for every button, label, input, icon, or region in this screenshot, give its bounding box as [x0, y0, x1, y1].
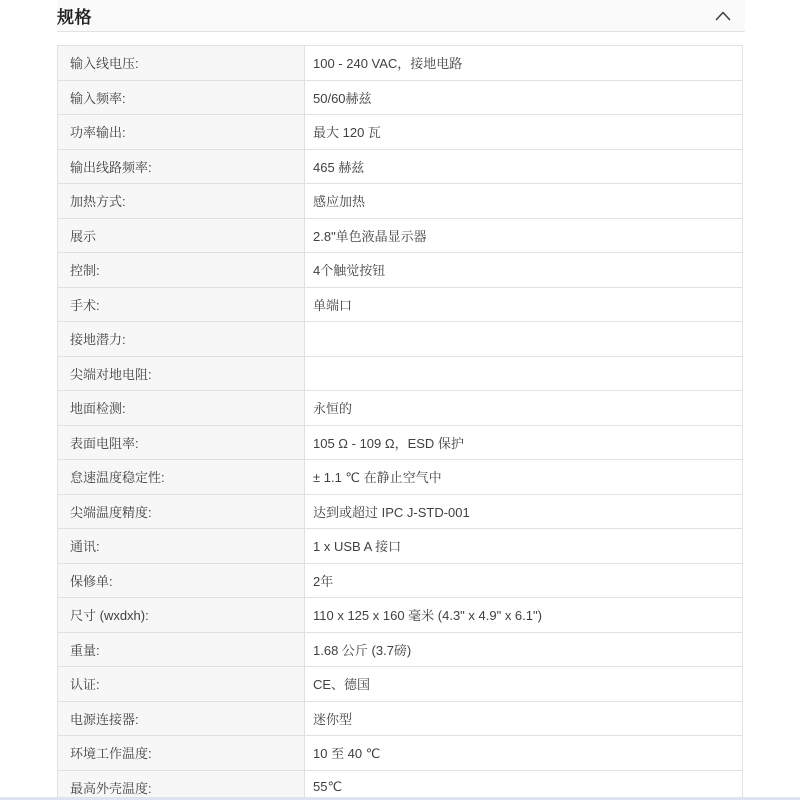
spec-label: 功率输出: — [58, 115, 305, 150]
spec-row — [58, 736, 743, 771]
spec-label: 环境工作温度: — [58, 736, 305, 771]
spec-row — [58, 391, 743, 426]
spec-row — [58, 770, 743, 800]
spec-label: 输入线电压: — [58, 46, 305, 81]
spec-value: 2.8"单色液晶显示器 — [305, 218, 743, 253]
spec-value: 465 赫兹 — [305, 149, 743, 184]
spec-row — [58, 563, 743, 598]
specifications-section — [57, 0, 745, 800]
spec-row — [58, 701, 743, 736]
spec-value: ± 1.1 ℃ 在静止空气中 — [305, 460, 743, 495]
spec-label: 尺寸 (wxdxh): — [58, 598, 305, 633]
spec-label: 怠速温度稳定性: — [58, 460, 305, 495]
spec-value: 单端口 — [305, 287, 743, 322]
spec-value: 10 至 40 ℃ — [305, 736, 743, 771]
spec-label: 保修单: — [58, 563, 305, 598]
spec-row — [58, 253, 743, 288]
spec-row — [58, 218, 743, 253]
section-title: 规格 — [57, 8, 92, 27]
spec-value: 50/60赫兹 — [305, 80, 743, 115]
spec-value: 达到或超过 IPC J-STD-001 — [305, 494, 743, 529]
spec-value: CE、德国 — [305, 667, 743, 702]
spec-row — [58, 425, 743, 460]
spec-label: 认证: — [58, 667, 305, 702]
spec-row — [58, 149, 743, 184]
spec-row — [58, 356, 743, 391]
chevron-up-icon[interactable] — [713, 6, 733, 26]
spec-value: 最大 120 瓦 — [305, 115, 743, 150]
spec-value: 105 Ω - 109 Ω，ESD 保护 — [305, 425, 743, 460]
spec-label: 尖端对地电阻: — [58, 356, 305, 391]
spec-row — [58, 494, 743, 529]
spec-row — [58, 46, 743, 81]
spec-row — [58, 287, 743, 322]
spec-row — [58, 80, 743, 115]
spec-label: 电源连接器: — [58, 701, 305, 736]
section-header-specs[interactable] — [57, 0, 745, 32]
spec-value: 1.68 公斤 (3.7磅) — [305, 632, 743, 667]
spec-value — [305, 356, 743, 391]
spec-row — [58, 632, 743, 667]
spec-value: 4个触觉按钮 — [305, 253, 743, 288]
spec-label: 最高外壳温度: — [58, 770, 305, 800]
spec-row — [58, 184, 743, 219]
spec-label: 尖端温度精度: — [58, 494, 305, 529]
spec-label: 控制: — [58, 253, 305, 288]
spec-label: 输入频率: — [58, 80, 305, 115]
spec-row — [58, 322, 743, 357]
spec-value: 110 x 125 x 160 毫米 (4.3" x 4.9" x 6.1") — [305, 598, 743, 633]
spec-value — [305, 322, 743, 357]
spec-label: 表面电阻率: — [58, 425, 305, 460]
spec-table-body — [58, 46, 743, 800]
spec-table — [57, 45, 743, 800]
spec-value: 迷你型 — [305, 701, 743, 736]
spec-label: 地面检测: — [58, 391, 305, 426]
spec-value: 2年 — [305, 563, 743, 598]
spec-value: 1 x USB A 接口 — [305, 529, 743, 564]
spec-value: 55℃ — [305, 770, 743, 800]
spec-value: 感应加热 — [305, 184, 743, 219]
spec-row — [58, 460, 743, 495]
spec-value: 100 - 240 VAC，接地电路 — [305, 46, 743, 81]
spec-label: 通讯: — [58, 529, 305, 564]
spec-label: 展示 — [58, 218, 305, 253]
spec-row — [58, 529, 743, 564]
spec-row — [58, 115, 743, 150]
spec-value: 永恒的 — [305, 391, 743, 426]
spec-label: 输出线路频率: — [58, 149, 305, 184]
spec-label: 接地潜力: — [58, 322, 305, 357]
spec-row — [58, 667, 743, 702]
spec-label: 重量: — [58, 632, 305, 667]
spec-row — [58, 598, 743, 633]
spec-label: 手术: — [58, 287, 305, 322]
spec-label: 加热方式: — [58, 184, 305, 219]
